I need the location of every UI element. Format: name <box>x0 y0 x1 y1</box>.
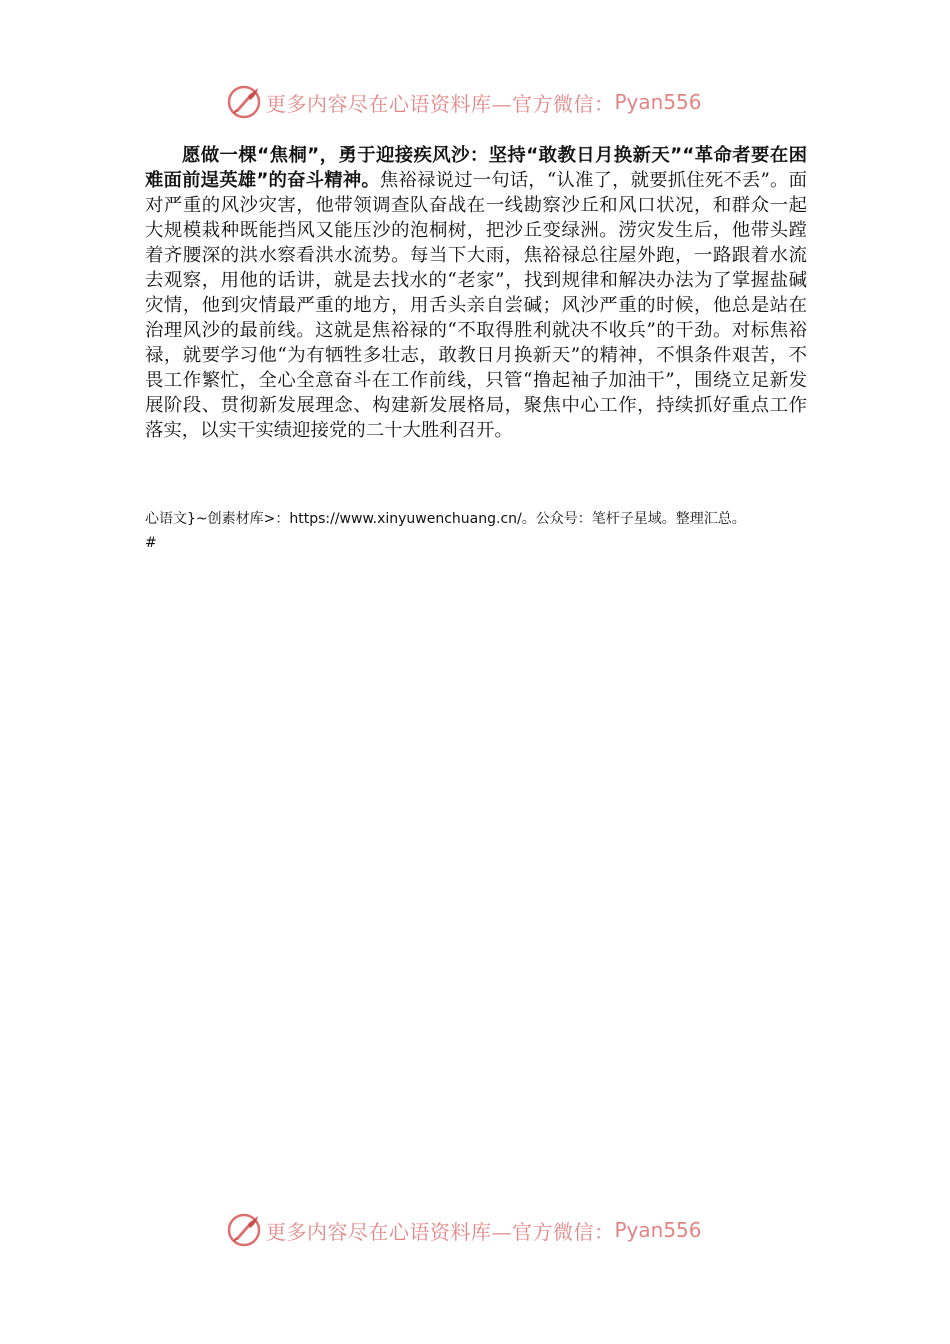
footer-watermark <box>226 1210 702 1250</box>
hash-mark: # <box>145 535 157 551</box>
header-watermark <box>226 82 702 122</box>
watermark-text: 更多内容尽在心语资料库—官方微信： <box>266 1219 615 1244</box>
article-paragraph <box>145 143 807 443</box>
watermark-text: 更多内容尽在心语资料库—官方微信： <box>266 91 615 116</box>
quill-logo-icon <box>226 84 262 120</box>
source-line: 心语文}~创素材库>：https://www.xinyuwenchuang.cn/。公众号：笔杆子星域。整理汇总。 <box>145 511 746 527</box>
watermark-wechat-id: Pyan556 <box>614 90 702 114</box>
article-body: 焦裕禄说过一句话，“认准了，就要抓住死不丢”。面对严重的风沙灾害，他带领调查队奋战在一线勘察沙丘和风口状况，和群众一起大规模栽种既能挡风又能压沙的泡桐树，把沙丘变绿洲。涝灾发生后，他带头蹚着齐腰深的洪水察看洪水流势。每当下大雨，焦裕禄总往屋外跑，一路跟着水流去观察，用他的话讲，就是去找水的“老家”，找到规律和解决办法为了掌握盐碱灾情，他到灾情最严重的地方，用舌头亲自尝碱；风沙严重的时候，他总是站在治理风沙的最前线。这就是焦裕禄的“不取得胜利就决不收兵”的干劲。对标焦裕禄，就要学习他“为有牺牲多壮志，敢教日月换新天”的精神，不惧条件艰苦，不畏工作繁忙，全心全意奋斗在工作前线，只管“撸起袖子加油干”，围绕立足新发展阶段、贯彻新发展理念、构建新发展格局，聚焦中心工作，持续抓好重点工作落实，以实干实绩迎接党的二十大胜利召开。 <box>145 170 807 441</box>
watermark-wechat-id: Pyan556 <box>614 1218 702 1242</box>
quill-logo-icon <box>226 1212 262 1248</box>
article-lead-bold: 愿做一棵“焦桐”，勇于迎接疾风沙：坚持“敢教日月换新天”“革命者要在困难面前逞英雄”的奋斗精神。 <box>145 145 807 191</box>
